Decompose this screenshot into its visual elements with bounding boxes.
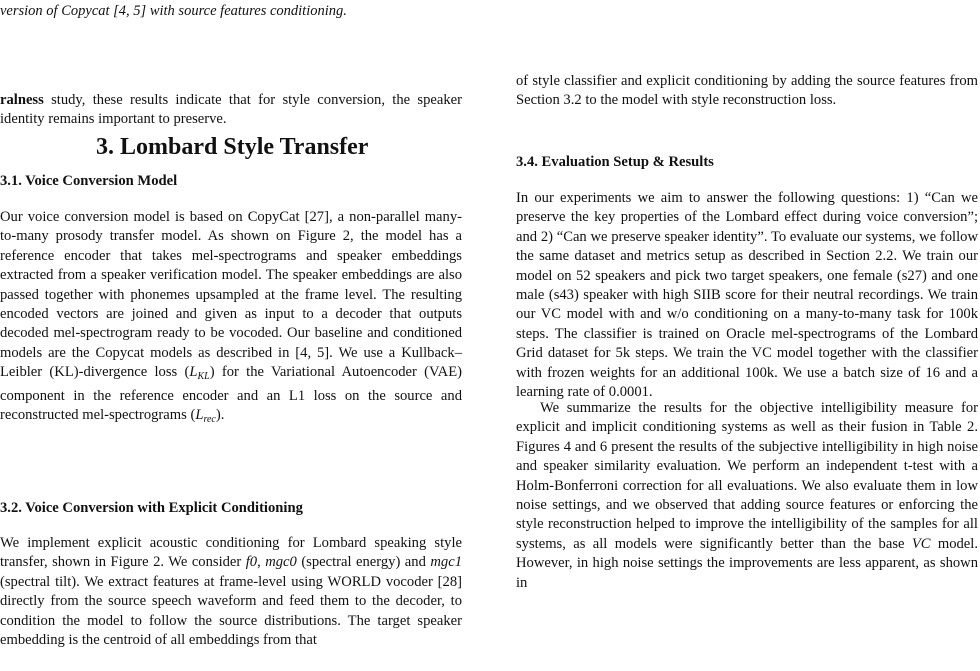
paragraph-3-1: [0, 208, 462, 429]
math-l-kl: $L_{KL}$: [189, 364, 210, 383]
intro-paragraph: [0, 91, 462, 130]
text: Our voice conversion model is based on CopyCat [27], a non-parallel many-to-many prosody transfer model. As shown on Figure 2, the model has a reference encoder that takes mel-spectrograms and speaker embeddings extracted from a speaker verification model. The speaker embeddings are also passed together with phonemes upsampled at the frame level. The resulting encoded vectors are joined and given as input to a decoder that outputs decoded mel-spectrogram ready to be vocoded. Our baseline and conditioned models are the Copycat models as described in [4, 5]. We use a Kullback–Leibler (KL)-divergence loss (: [0, 209, 462, 381]
paragraph-3-4-b: [516, 399, 978, 593]
term-vc: VC: [911, 535, 931, 552]
term-f0: f0: [245, 554, 258, 571]
text: ) for the Variational Autoencoder (VAE) component in the reference encoder and an L1 loss on the source and reconstructed mel-spectrograms (: [0, 364, 462, 424]
text: We implement explicit acoustic conditioning for Lombard speaking style transfer, shown in Figure 2. We consider: [0, 535, 462, 571]
subsection-title-3-1: 3.1. Voice Conversion Model: [0, 173, 178, 189]
paragraph-3-2: [0, 534, 462, 650]
intro-paragraph-right: of style classifier and explicit conditioning by adding the source features from Section 3.2 to the model with style reconstruction loss.: [516, 73, 978, 109]
text: model. However, in high noise settings the improvements are less apparent, as shown in: [516, 535, 978, 591]
text: ).: [215, 407, 225, 424]
section-title: 3. Lombard Style Transfer: [96, 134, 369, 160]
text: ,: [257, 554, 266, 571]
term-mgc0: mgc0: [265, 554, 297, 571]
text: We summarize the results for the objective intelligibility measure for explicit and implicit conditioning systems as well as their fusion in Table 2. Figures 4 and 6 present the results of the subjective intelligibility in high noise and speaker similarity evaluation. We perform an independent t-test with a Holm-Bonferroni correction for all evaluations. We also evaluate them in low noise settings, and we observed that adding source features or enforcing the style reconstruction helped to improve the intelligibility of the samples for all systems, as all models were significantly better than the base: [516, 400, 978, 552]
subsection-title-3-2: 3.2. Voice Conversion with Explicit Conditioning: [0, 500, 303, 516]
subsection-title-3-4: 3.4. Evaluation Setup & Results: [516, 154, 714, 170]
math-l-rec: $L_{rec}$: [195, 407, 216, 426]
text: (spectral energy) and: [296, 554, 431, 571]
figure-caption-fragment: version of Copycat [4, 5] with source features conditioning.: [0, 3, 347, 19]
text: (spectral tilt). We extract features at frame-level using WORLD vocoder [28] directly from the source speech waveform and feed them to the decoder, to condition the model to follow the source distributions. The target speaker embedding is the centroid of all embeddings from that: [0, 573, 462, 649]
intro-text: study, these results indicate that for style conversion, the speaker identity remains important to preserve.: [0, 92, 462, 128]
term-mgc1: mgc1: [430, 554, 462, 571]
bold-term: ralness: [0, 92, 44, 108]
paragraph-3-4-a: In our experiments we aim to answer the following questions: 1) “Can we preserve the key properties of the Lombard effect during voice conversion”; and 2) “Can we preserve speaker identity”. To evaluate our systems, we follow the same dataset and metrics setup as described in Section 2.2. We train our model on 52 speakers and pick two target speakers, one female (s27) and one male (s43) speaker with high SIIB score for their neutral recordings. We train our VC model with and w/o conditioning on a many-to-many task for 100k steps. The classifier is trained on Oracle mel-spectrograms of the Lombard Grid dataset for 5k steps. We train the VC model together with the classifier with frozen weights for an additional 100k. We use a batch size of 16 and a learning rate of 0.0001.: [516, 190, 978, 401]
